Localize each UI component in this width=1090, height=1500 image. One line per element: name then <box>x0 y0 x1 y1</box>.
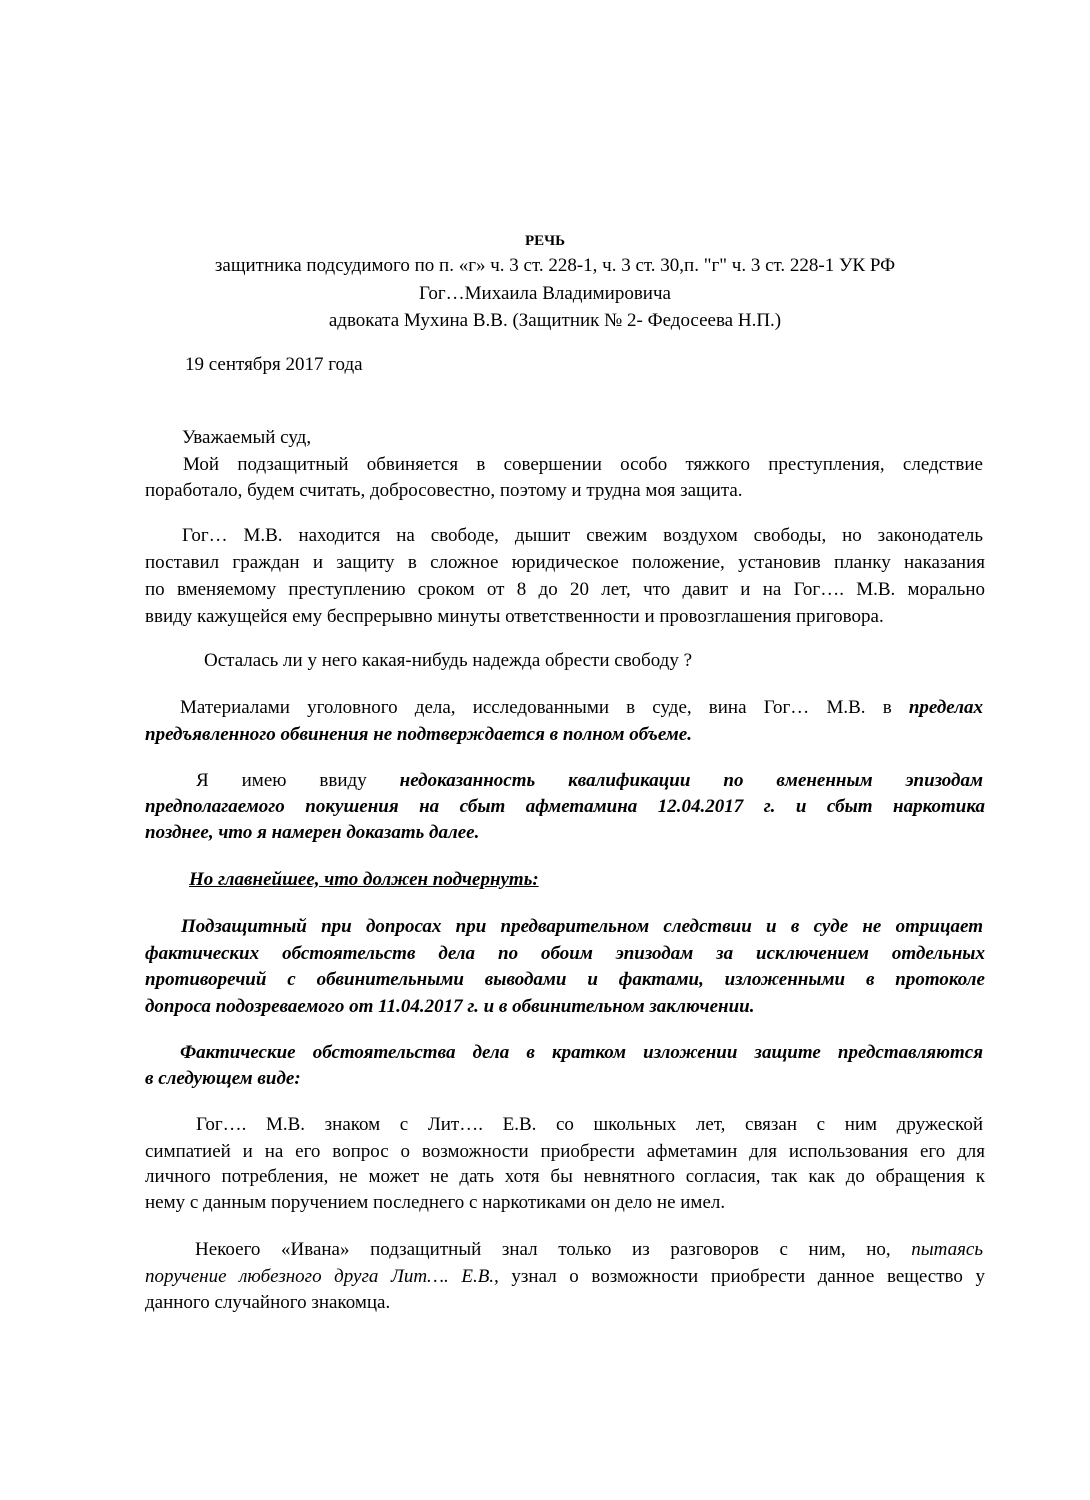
paragraph-3-line-2: предъявленного обвинения не подтверждается в полном объеме. <box>145 724 692 745</box>
document-title: РЕЧЬ <box>524 233 566 249</box>
paragraph-3-text: Материалами уголовного дела, исследованными в суде, вина Гог… М.В. в <box>180 697 909 718</box>
paragraph-5-line-1: Подзащитный при допросах при предварительном следствии и в суде не отрицает <box>181 916 983 937</box>
paragraph-4-emphasis: недоказанность квалификации по вмененным эпизодам <box>399 770 983 791</box>
paragraph-1-line-2: поработало, будем считать, добросовестно, поэтому и трудна моя защита. <box>145 480 743 501</box>
paragraph-7-line-3: личного потребления, не может не дать хотя бы невнятного согласия, так как до обращения к <box>145 1166 985 1187</box>
paragraph-2-line-3: по вменяемому преступлению сроком от 8 до 20 лет, что давит и на Гог…. М.В. морально <box>145 579 985 600</box>
header-line-2: Гог…Михаила Владимировича <box>419 283 671 304</box>
paragraph-8-text-2: узнал о возможности приобрести данное вещество у <box>498 1266 985 1287</box>
paragraph-4-text: Я имею ввиду <box>196 770 400 791</box>
greeting: Уважаемый суд, <box>182 427 312 448</box>
paragraph-4-line-2: предполагаемого покушения на сбыт афметамина 12.04.2017 г. и сбыт наркотика <box>145 796 985 817</box>
paragraph-8-line-2 <box>145 1264 985 1289</box>
paragraph-8-line-3: данного случайного знакомца. <box>145 1292 391 1313</box>
paragraph-8-emphasis-2: поручение любезного друга Лит…. Е.В., <box>145 1266 499 1287</box>
paragraph-5-line-2: фактических обстоятельств дела по обоим эпизодам за исключением отдельных <box>145 943 985 964</box>
paragraph-8-emphasis: пытаясь <box>911 1239 983 1260</box>
paragraph-6-line-1: Фактические обстоятельства дела в кратком изложении защите представляются <box>180 1042 983 1063</box>
question-line: Осталась ли у него какая-нибудь надежда обрести свободу ? <box>204 650 693 671</box>
paragraph-8-line-1 <box>195 1237 983 1262</box>
paragraph-1-line-1: Мой подзащитный обвиняется в совершении особо тяжкого преступления, следствие <box>183 454 983 475</box>
paragraph-7-line-4: нему с данным поручением последнего с наркотиками он дело не имел. <box>145 1192 726 1213</box>
header-line-1: защитника подсудимого по п. «г» ч. 3 ст. 228-1, ч. 3 ст. 30,п. "г" ч. 3 ст. 228-1 УК РФ <box>214 255 896 276</box>
paragraph-4-line-3: позднее, что я намерен доказать далее. <box>145 822 480 843</box>
header-line-3: адвоката Мухина В.В. (Защитник № 2- Федосеева Н.П.) <box>328 310 782 331</box>
paragraph-2-line-1: Гог… М.В. находится на свободе, дышит свежим воздухом свободы, но законодатель <box>182 525 983 546</box>
paragraph-7-line-1: Гог…. М.В. знаком с Лит…. Е.В. со школьных лет, связан с ним дружеской <box>196 1114 983 1135</box>
document-date: 19 сентября 2017 года <box>185 354 363 375</box>
paragraph-2-line-2: поставил граждан и защиту в сложное юридическое положение, установив планку наказания <box>145 552 985 573</box>
paragraph-2-line-4: ввиду кажущейся ему беспрерывно минуты ответственности и провозглашения приговора. <box>145 606 884 627</box>
paragraph-8-text: Некоего «Ивана» подзащитный знал только из разговоров с ним, но, <box>195 1239 912 1260</box>
paragraph-4-line-1 <box>196 768 983 793</box>
paragraph-5-line-4: допроса подозреваемого от 11.04.2017 г. и в обвинительном заключении. <box>145 996 755 1017</box>
paragraph-3-emphasis: пределах <box>908 697 983 718</box>
subheading: Но главнейшее, что должен подчернуть: <box>189 869 539 890</box>
paragraph-5-line-3: противоречий с обвинительными выводами и фактами, изложенными в протоколе <box>145 969 985 990</box>
paragraph-3-line-1 <box>180 695 983 720</box>
paragraph-6-line-2: в следующем виде: <box>145 1068 301 1089</box>
paragraph-7-line-2: симпатией и на его вопрос о возможности приобрести афметамин для использования его для <box>145 1141 985 1162</box>
